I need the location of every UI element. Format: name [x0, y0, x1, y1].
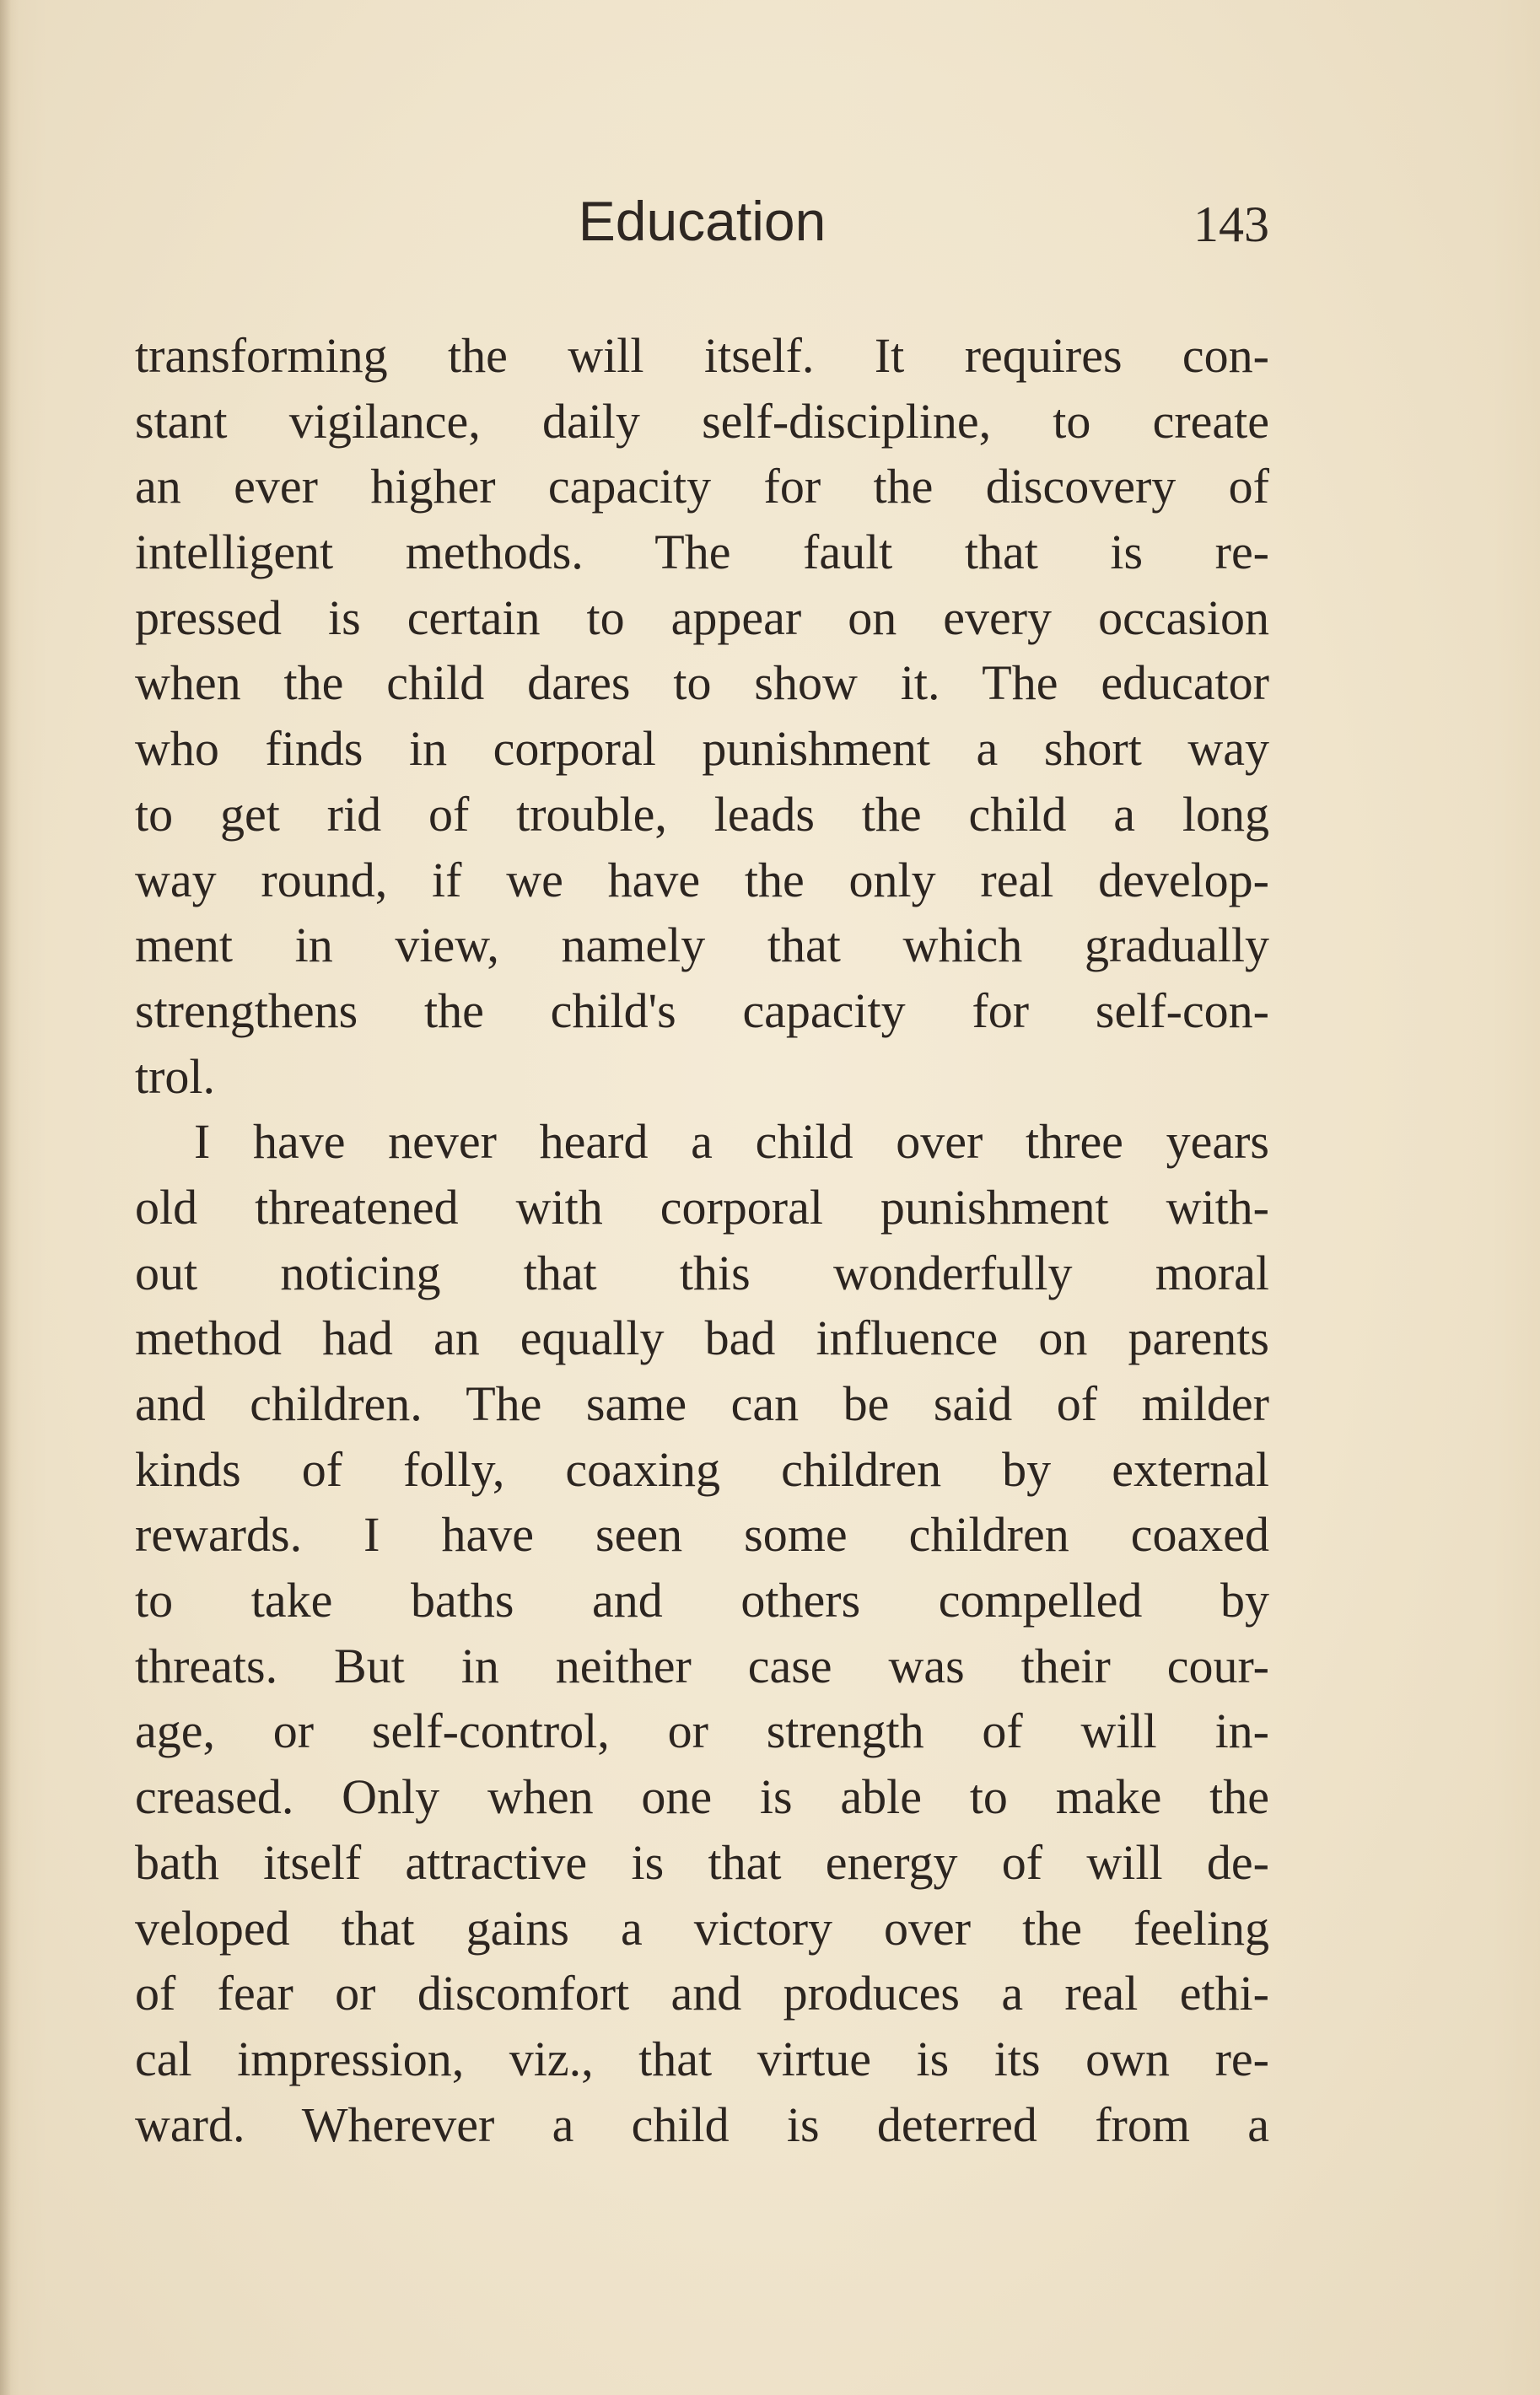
- text-line: and children. The same can be said of milder: [135, 1376, 1269, 1431]
- text-line: I have never heard a child over three years: [194, 1114, 1269, 1170]
- text-line: kinds of folly, coaxing children by external: [135, 1441, 1269, 1497]
- text-line: pressed is certain to appear on every occasion: [135, 589, 1269, 645]
- text-line: threats. But in neither case was their cour-: [135, 1638, 1269, 1693]
- paragraph-2: [135, 1109, 1269, 2157]
- text-line: transforming the will itself. It requires con-: [135, 328, 1269, 383]
- text-line: bath itself attractive is that energy of will de-: [135, 1834, 1269, 1890]
- text-line: when the child dares to show it. The educator: [135, 655, 1269, 711]
- text-line: stant vigilance, daily self-discipline, to create: [135, 393, 1269, 449]
- text-line: creased. Only when one is able to make the: [135, 1769, 1269, 1825]
- text-line: strengthens the child's capacity for self-con-: [135, 982, 1269, 1038]
- running-head: [135, 187, 1269, 255]
- text-line: rewards. I have seen some children coaxed: [135, 1507, 1269, 1563]
- text-line: an ever higher capacity for the discovery of: [135, 459, 1269, 514]
- text-line: to take baths and others compelled by: [135, 1573, 1269, 1628]
- text-line: age, or self-control, or strength of will in-: [135, 1703, 1269, 1759]
- body-text: [135, 323, 1269, 2157]
- text-line: way round, if we have the only real develop-: [135, 852, 1269, 907]
- text-line: of fear or discomfort and produces a real ethi-: [135, 1966, 1269, 2021]
- page-gutter-shadow: [0, 0, 19, 2395]
- paragraph-1: [135, 323, 1269, 1109]
- text-line: trol.: [135, 1048, 216, 1104]
- text-line: ment in view, namely that which gradually: [135, 918, 1269, 973]
- text-line: old threatened with corporal punishment with-: [135, 1179, 1269, 1235]
- running-title: Education: [578, 190, 827, 252]
- text-line: to get rid of trouble, leads the child a long: [135, 786, 1269, 842]
- text-line: cal impression, viz., that virtue is its own re-: [135, 2031, 1269, 2086]
- page-number: 143: [1193, 196, 1269, 252]
- text-line: out noticing that this wonderfully moral: [135, 1245, 1269, 1300]
- text-line: who finds in corporal punishment a short way: [135, 721, 1269, 777]
- text-line: ward. Wherever a child is deterred from a: [135, 2096, 1269, 2152]
- text-line: intelligent methods. The fault that is re-: [135, 525, 1269, 580]
- text-line: method had an equally bad influence on parents: [135, 1311, 1269, 1366]
- text-line: veloped that gains a victory over the feeling: [135, 1900, 1269, 1956]
